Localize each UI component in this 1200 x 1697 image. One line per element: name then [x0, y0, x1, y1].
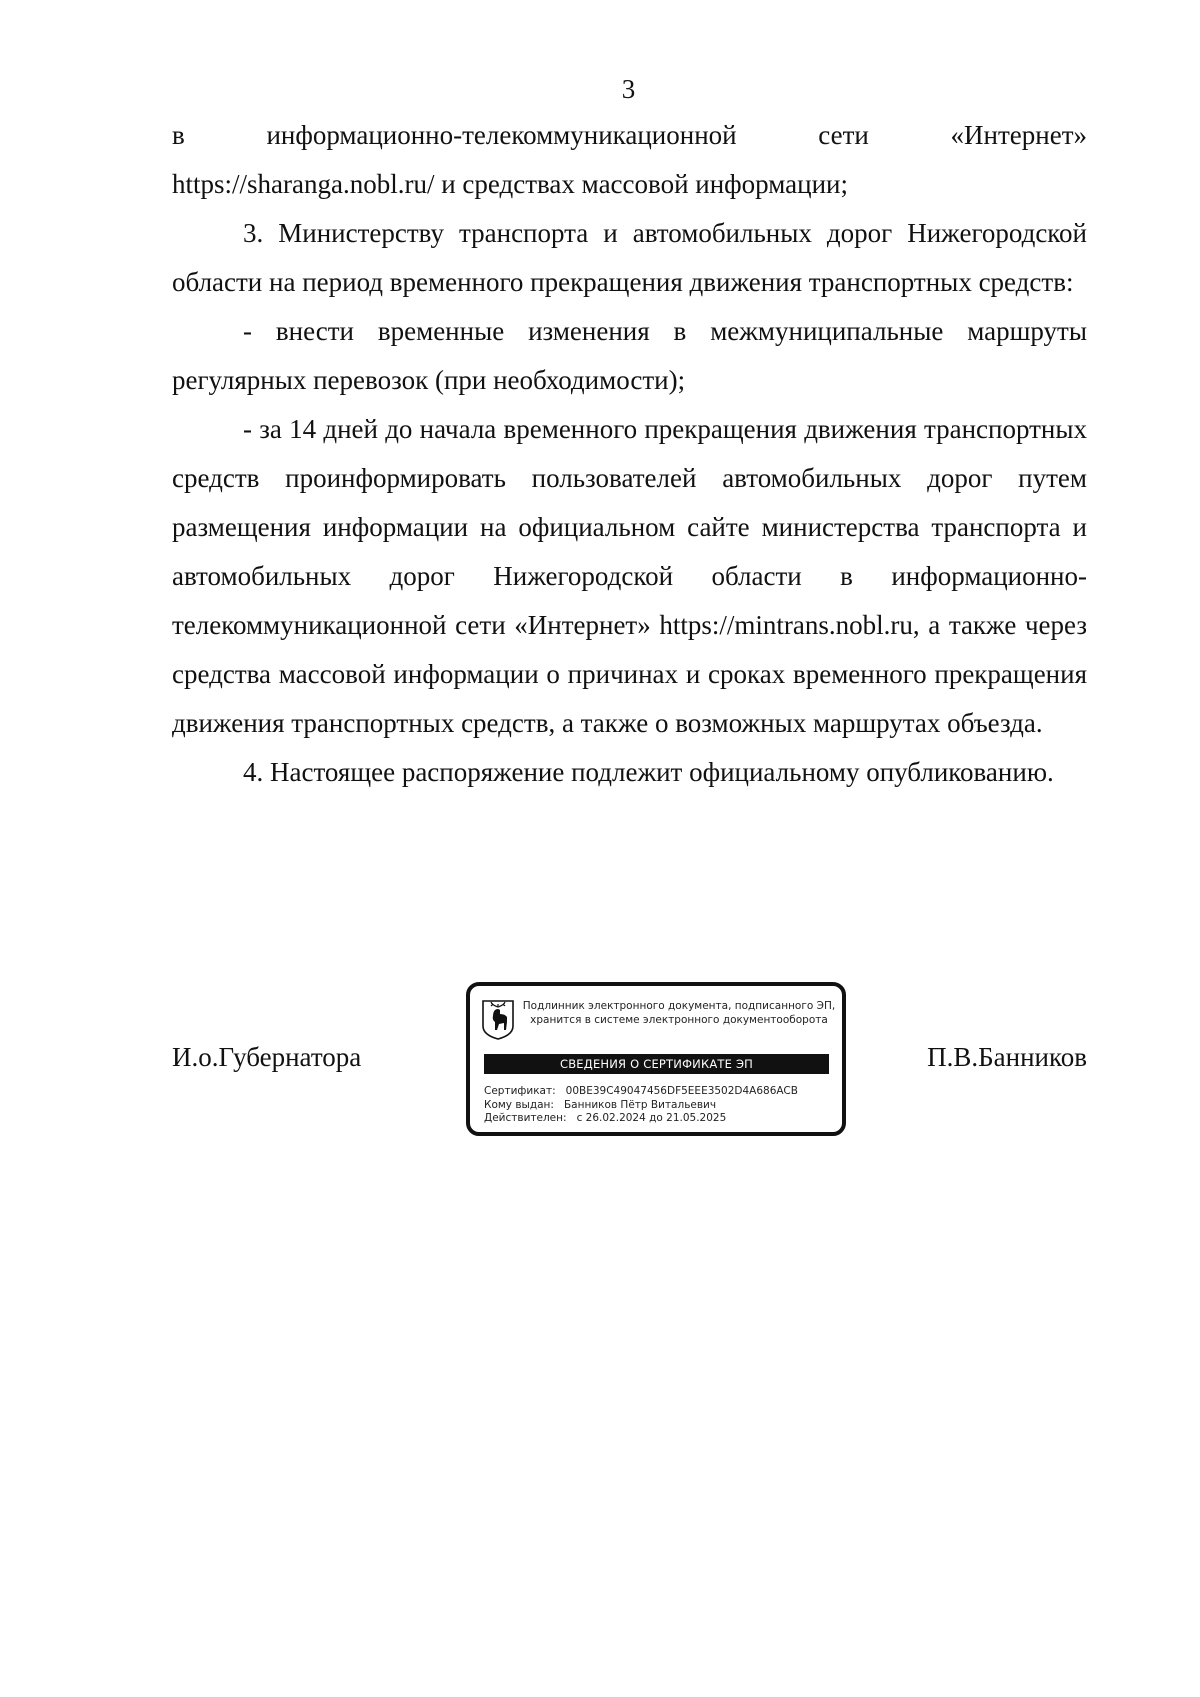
deer-emblem-icon: [482, 1000, 514, 1040]
paragraph-item-4: 4. Настоящее распоряжение подлежит официальному опубликованию.: [243, 757, 1054, 787]
stamp-validity-row: [484, 1112, 836, 1126]
paragraph-item-3-dash-2: - за 14 дней до начала временного прекращения движения транспортных средств проинформировать пользователей автомобильных дорог путем размещения информации на официальном сайте министерства транспорта и автомобильных дорог Нижегородской области в информационно-телекоммуникационной сети «Интернет» https://mintrans.nobl.ru, а также через средства массовой информации о причинах и сроках временного прекращения движения транспортных средств, а также о возможных маршрутах объезда.: [172, 414, 1087, 738]
stamp-certificate-row: [484, 1085, 836, 1099]
signatory-name: П.В.Банников: [927, 1042, 1087, 1072]
certificate-label: Сертификат:: [484, 1085, 563, 1097]
validity-label: Действителен:: [484, 1112, 574, 1124]
stamp-issued-to-row: [484, 1099, 836, 1113]
paragraph-item-3-dash-1: - внести временные изменения в межмуниципальные маршруты регулярных перевозок (при необходимости);: [172, 316, 1087, 395]
signatory-position: И.о.Губернатора: [172, 1042, 362, 1072]
validity-value: с 26.02.2024 до 21.05.2025: [576, 1112, 727, 1124]
document-body: [172, 111, 1087, 797]
electronic-signature-stamp: [466, 982, 846, 1136]
paragraph-item-3: 3. Министерству транспорта и автомобильных дорог Нижегородской области на период временного прекращения движения транспортных средств:: [172, 218, 1087, 297]
paragraph-continuation: в информационно-телекоммуникационной сети «Интернет» https://sharanga.nobl.ru/ и средствах массовой информации;: [172, 120, 1087, 199]
issued-to-label: Кому выдан:: [484, 1098, 561, 1111]
stamp-title-bar: СВЕДЕНИЯ О СЕРТИФИКАТЕ ЭП: [484, 1054, 829, 1074]
stamp-header: [520, 999, 838, 1027]
issued-to-value: Банников Пётр Витальевич: [563, 1098, 717, 1111]
stamp-header-line-1: Подлинник электронного документа, подписанного ЭП,: [522, 1000, 836, 1012]
stamp-details: [484, 1085, 836, 1126]
certificate-value: 00BE39C49047456DF5EEE3502D4A686ACB: [565, 1085, 798, 1097]
page-number: 3: [621, 74, 636, 104]
stamp-header-line-2: хранится в системе электронного документооборота: [530, 1014, 828, 1026]
